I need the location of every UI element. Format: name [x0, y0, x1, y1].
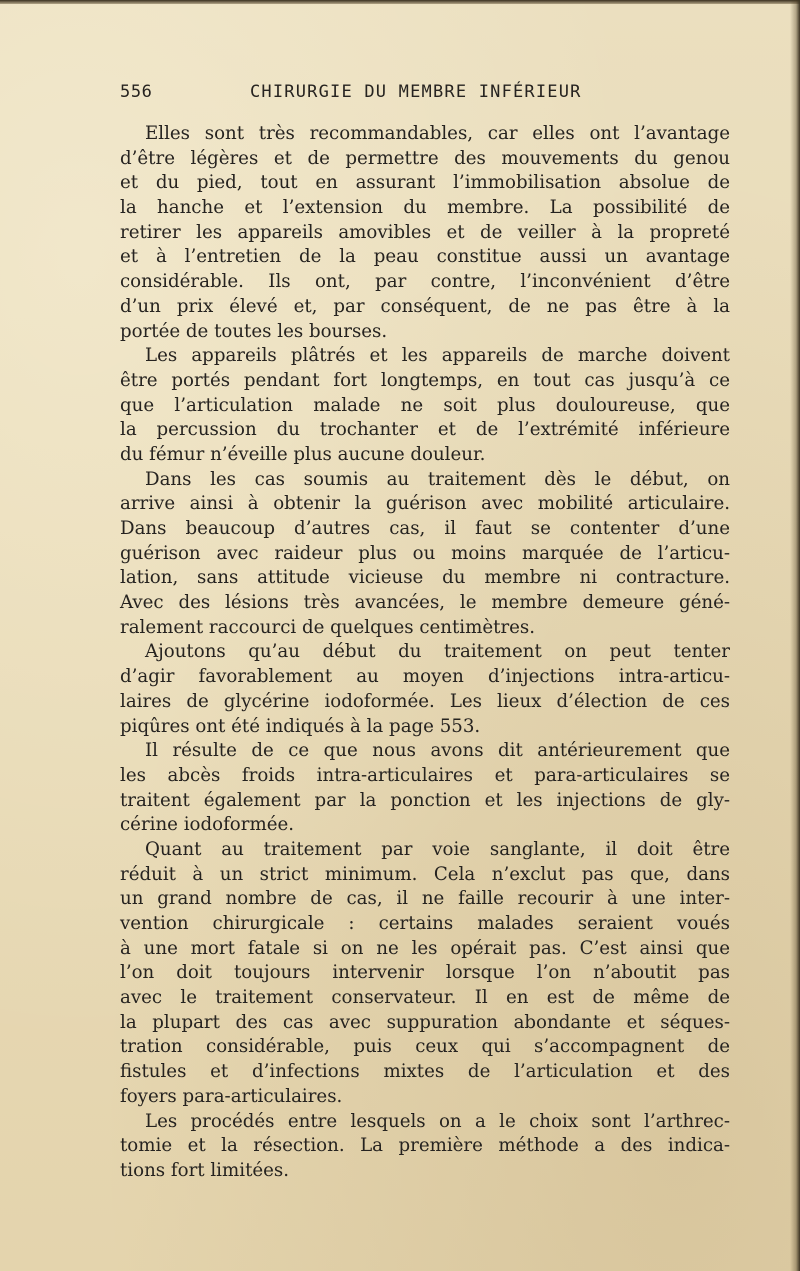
text-line: réduit à un strict minimum. Cela n’exclut pas que, dans [120, 863, 730, 885]
text-line: ralement raccourci de quelques centimètres. [120, 616, 536, 638]
text-line: tomie et la résection. La première méthode a des indica- [120, 1135, 730, 1157]
text-line: et du pied, tout en assurant l’immobilisation absolue de [120, 172, 730, 194]
text-line: être portés pendant fort longtemps, en tout cas jusqu’à ce [120, 369, 730, 391]
text-line: vention chirurgicale : certains malades seraient voués [120, 913, 730, 934]
text-line: d’agir favorablement au moyen d’injections intra-articu- [120, 666, 730, 688]
text-line: d’être légères et de permettre des mouvements du genou [120, 147, 730, 169]
text-line: la percussion du trochanter et de l’extrémité inférieure [120, 419, 730, 441]
text-line: à une mort fatale si on ne les opérait pas. C’est ainsi que [120, 937, 730, 959]
text-line: cérine iodoformée. [120, 814, 295, 836]
page-number: 556 [120, 82, 153, 102]
text-line: les abcès froids intra-articulaires et para-articulaires se [120, 764, 730, 786]
text-line: piqûres ont été indiqués à la page 553. [120, 715, 481, 737]
text-line: Dans les cas soumis au traitement dès le début, on [145, 468, 730, 490]
text-line: tration considérable, puis ceux qui s’accompagnent de [120, 1036, 730, 1058]
body-text [120, 122, 730, 1184]
text-line: Avec des lésions très avancées, le membre demeure géné- [120, 592, 730, 614]
text-line: Ajoutons qu’au début du traitement on peut tenter [145, 641, 730, 663]
page-binding-shadow [790, 0, 800, 1271]
text-line: Il résulte de ce que nous avons dit antérieurement que [145, 740, 730, 762]
text-line: arrive ainsi à obtenir la guérison avec mobilité articulaire. [120, 493, 730, 515]
text-line: la hanche et l’extension du membre. La possibilité de [120, 197, 730, 219]
text-line: avec le traitement conservateur. Il en est de même de [120, 987, 730, 1009]
text-line: un grand nombre de cas, il ne faille recourir à une inter- [120, 888, 730, 910]
text-line: que l’articulation malade ne soit plus douloureuse, que [120, 394, 730, 416]
text-line: l’on doit toujours intervenir lorsque l’on n’aboutit pas [120, 962, 730, 984]
text-line: considérable. Ils ont, par contre, l’inconvénient d’être [120, 271, 730, 293]
text-line: du fémur n’éveille plus aucune douleur. [120, 443, 486, 465]
text-line: fistules et d’infections mixtes de l’articulation et des [120, 1061, 730, 1083]
text-line: laires de glycérine iodoformée. Les lieux d’élection de ces [120, 690, 730, 712]
page-top-edge [0, 0, 800, 4]
text-line: retirer les appareils amovibles et de veiller à la propreté [120, 221, 730, 243]
text-line: Dans beaucoup d’autres cas, il faut se contenter d’une [120, 518, 730, 539]
text-line: et à l’entretien de la peau constitue aussi un avantage [120, 246, 730, 268]
text-line: lation, sans attitude vicieuse du membre ni contracture. [120, 567, 730, 589]
text-line: Elles sont très recommandables, car elles ont l’avantage [145, 123, 730, 144]
text-line: Les procédés entre lesquels on a le choix sont l’arthrec- [145, 1110, 730, 1132]
text-line: portée de toutes les bourses. [120, 320, 388, 342]
text-line: la plupart des cas avec suppuration abondante et séques- [120, 1011, 730, 1033]
text-line: guérison avec raideur plus ou moins marquée de l’articu- [120, 542, 730, 564]
text-line: d’un prix élevé et, par conséquent, de ne pas être à la [120, 295, 730, 317]
text-line: Quant au traitement par voie sanglante, il doit être [145, 838, 730, 860]
text-line: Les appareils plâtrés et les appareils de marche doivent [145, 345, 730, 367]
text-line: tions fort limitées. [120, 1159, 290, 1181]
running-head [120, 82, 730, 106]
text-line: traitent également par la ponction et les injections de gly- [120, 789, 730, 811]
page-title: CHIRURGIE DU MEMBRE INFÉRIEUR [250, 82, 582, 102]
text-line: foyers para-articulaires. [120, 1085, 343, 1107]
